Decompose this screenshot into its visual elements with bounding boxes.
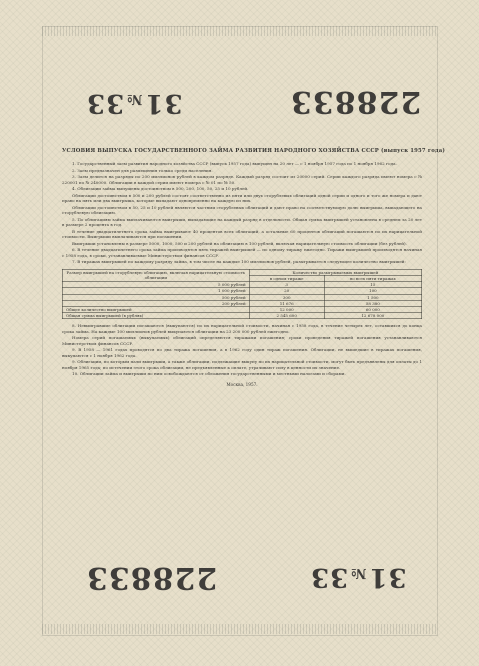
paragraph: 2. Заем предназначен для размещения только среди населения. [72, 167, 213, 173]
guilloche-border-bottom [42, 624, 436, 634]
prize-count-one: 3 [249, 282, 324, 288]
conditions-heading: УСЛОВИЯ ВЫПУСКА ГОСУДАРСТВЕННОГО ЗАЙМА РАЗВИТИЯ НАРОДНОГО ХОЗЯЙСТВА СССР (выпуск 1957 года) [62, 148, 446, 154]
prize-count-one: 20 [249, 288, 324, 294]
paragraph: 8. Невыигравшие облигации погашаются (выкупаются) по их нарицательной стоимости, начиная с 1958 года, в течение четырех лет, оставшихся до конца срока займа. На каждые 100 миллионов рублей выкупаются облигации на 23 200 000 рублей ежегодно. [62, 323, 422, 334]
place-and-year: Москва, 1957. [226, 381, 258, 387]
prize-amount: 200 рублей [63, 300, 250, 306]
series-label-value: 33 [86, 88, 125, 118]
header-all-draws: во всех пяти тиражах [324, 275, 421, 281]
header-prize-size: Размер выигрышей на сторублевую облигацию, включая нарицательную стоимость облигации [63, 269, 250, 281]
series-number-bottom [310, 562, 407, 592]
paragraph: Облигации достоинством в 50, 25 и 10 рублей являются частями сторублевых облигаций и дают право на соответствующую долю выигрыша, выпадающего на сторублевую облигацию. [62, 204, 422, 216]
paragraph: 9. Облигации, по которым пали выигрыши, а также облигации, подлежащие выкупу по их нарицательной стоимости, могут быть предъявлены для оплаты до 1 ноября 1965 года; по истечении этого срока облигации, не предъявленные к оплате, утрачивают силу в ценности их значение. [62, 359, 422, 370]
total-count-label: Общее количество выигрышей [63, 307, 250, 313]
header-one-draw: в одном тираже [249, 275, 324, 281]
prize-count-all: 15 [324, 282, 421, 288]
paragraph: 4. Облигации займа выпущены достоинством в 500, 200, 100, 50, 25 и 10 рублей. [72, 186, 249, 192]
prize-amount: 500 рублей [63, 294, 250, 300]
paragraph: Номера серий погашаемых (выкупаемых) облигаций определяются тиражами погашения; сроки проведения тиражей погашения устанавливаются Министерством финансов СССР. [62, 335, 422, 346]
paragraph: 10. Облигации займа и выигрыши по ним освобождаются от обложения государственными и местными налогами и сборами. [72, 371, 346, 377]
paragraph: 5. По облигациям займа выплачиваются выигрыши, выпадающие на каждый разряд в отдельности. Общая сумма выигрышей установлена в среднем за 20 лет в размере 2 процента в год. [62, 216, 422, 228]
number-sign: № [126, 91, 143, 107]
total-sum-all: 12 678 000 [324, 313, 421, 319]
guilloche-border-top [42, 26, 436, 36]
paragraph: Выигрыши установлены в размере 5000, 1000, 500 и 200 рублей на облигацию в 100 рублей, включая нарицательную стоимость облигации (без рублей). [72, 240, 407, 246]
series-number-top [86, 88, 183, 118]
paragraph: 6. В течение двадцатилетнего срока займа производятся пять тиражей выигрышей — по одному тиражу ежегодно. Тиражи выигрышей производятся начиная с 1958 года, в сроки, устанавливаемые Министерством финансов СССР. [62, 247, 422, 258]
paragraph: 3. Заем делится на разряды по 200 миллионов рублей в каждом разряде. Каждый разряд состоит из 20000 серий. Серии каждого разряда имеют номера с № 220001 по № 240000. Облигации в каждой серии имеют номера с № 01 по № 50. [62, 174, 422, 185]
paragraph: В течение двадцатилетнего срока займа выигрывают 40 процентов всех облигаций, а остальные 60 процентов облигаций погашаются по их нарицательной стоимости. Выигрыши выплачиваются при погашении. [62, 228, 422, 240]
prize-table [62, 269, 422, 320]
prize-amount: 1 000 рублей [63, 288, 250, 294]
prize-count-one: 11 676 [249, 300, 324, 306]
bond-conditions-text [62, 148, 446, 387]
prize-count-all: 100 [324, 288, 421, 294]
prize-count-all: 1 500 [324, 294, 421, 300]
total-sum-label: Общая сумма выигрышей (в рублях) [63, 313, 250, 319]
series-number-value: 31 [368, 562, 407, 592]
serial-number-top: 228833 [290, 84, 422, 119]
paragraph: 1. Государственный заем развития народного хозяйства СССР (выпуск 1957 года) выпущен на 20 лет — с 1 ноября 1957 года по 1 ноября 1962 года. [72, 161, 397, 166]
total-count-one: 12 000 [249, 307, 324, 313]
paragraph: 9. В 1958 — 1961 годах проводятся по два тиража погашения, а в 1962 году один тираж погашения. Облигации, не вышедшие в тиражах погашения, выкупаются с 1 ноября 1962 года. [62, 347, 422, 358]
series-label-value: 33 [310, 562, 349, 592]
total-sum-one: 2 545 600 [249, 313, 324, 319]
prize-count-one: 300 [249, 294, 324, 300]
total-count-all: 60 000 [324, 307, 421, 313]
header-prize-count: Количество разыгрываемых выигрышей [249, 269, 421, 275]
serial-number-bottom: 228833 [86, 560, 218, 595]
paragraph: 7. В тиражах выигрышей по каждому разряду займа, в том числе на каждые 100 миллионов рублей, разыгрывается следующее количество выигрышей: [72, 259, 406, 265]
series-number-value: 31 [144, 88, 183, 118]
table-header-row [63, 269, 422, 275]
prize-count-all: 58 380 [324, 300, 421, 306]
paragraph: Облигации достоинством в 500 и 200 рублей состоят соответственно из пяти или двух сторублевых облигаций одной серии и одного и того же номера и дают право на пять или два выигрыша, которые выпадают одновременно на каждую из них. [62, 192, 422, 204]
table-total-sum-row [63, 313, 422, 319]
prize-amount: 5 000 рублей [63, 282, 250, 288]
number-sign: № [350, 565, 367, 581]
